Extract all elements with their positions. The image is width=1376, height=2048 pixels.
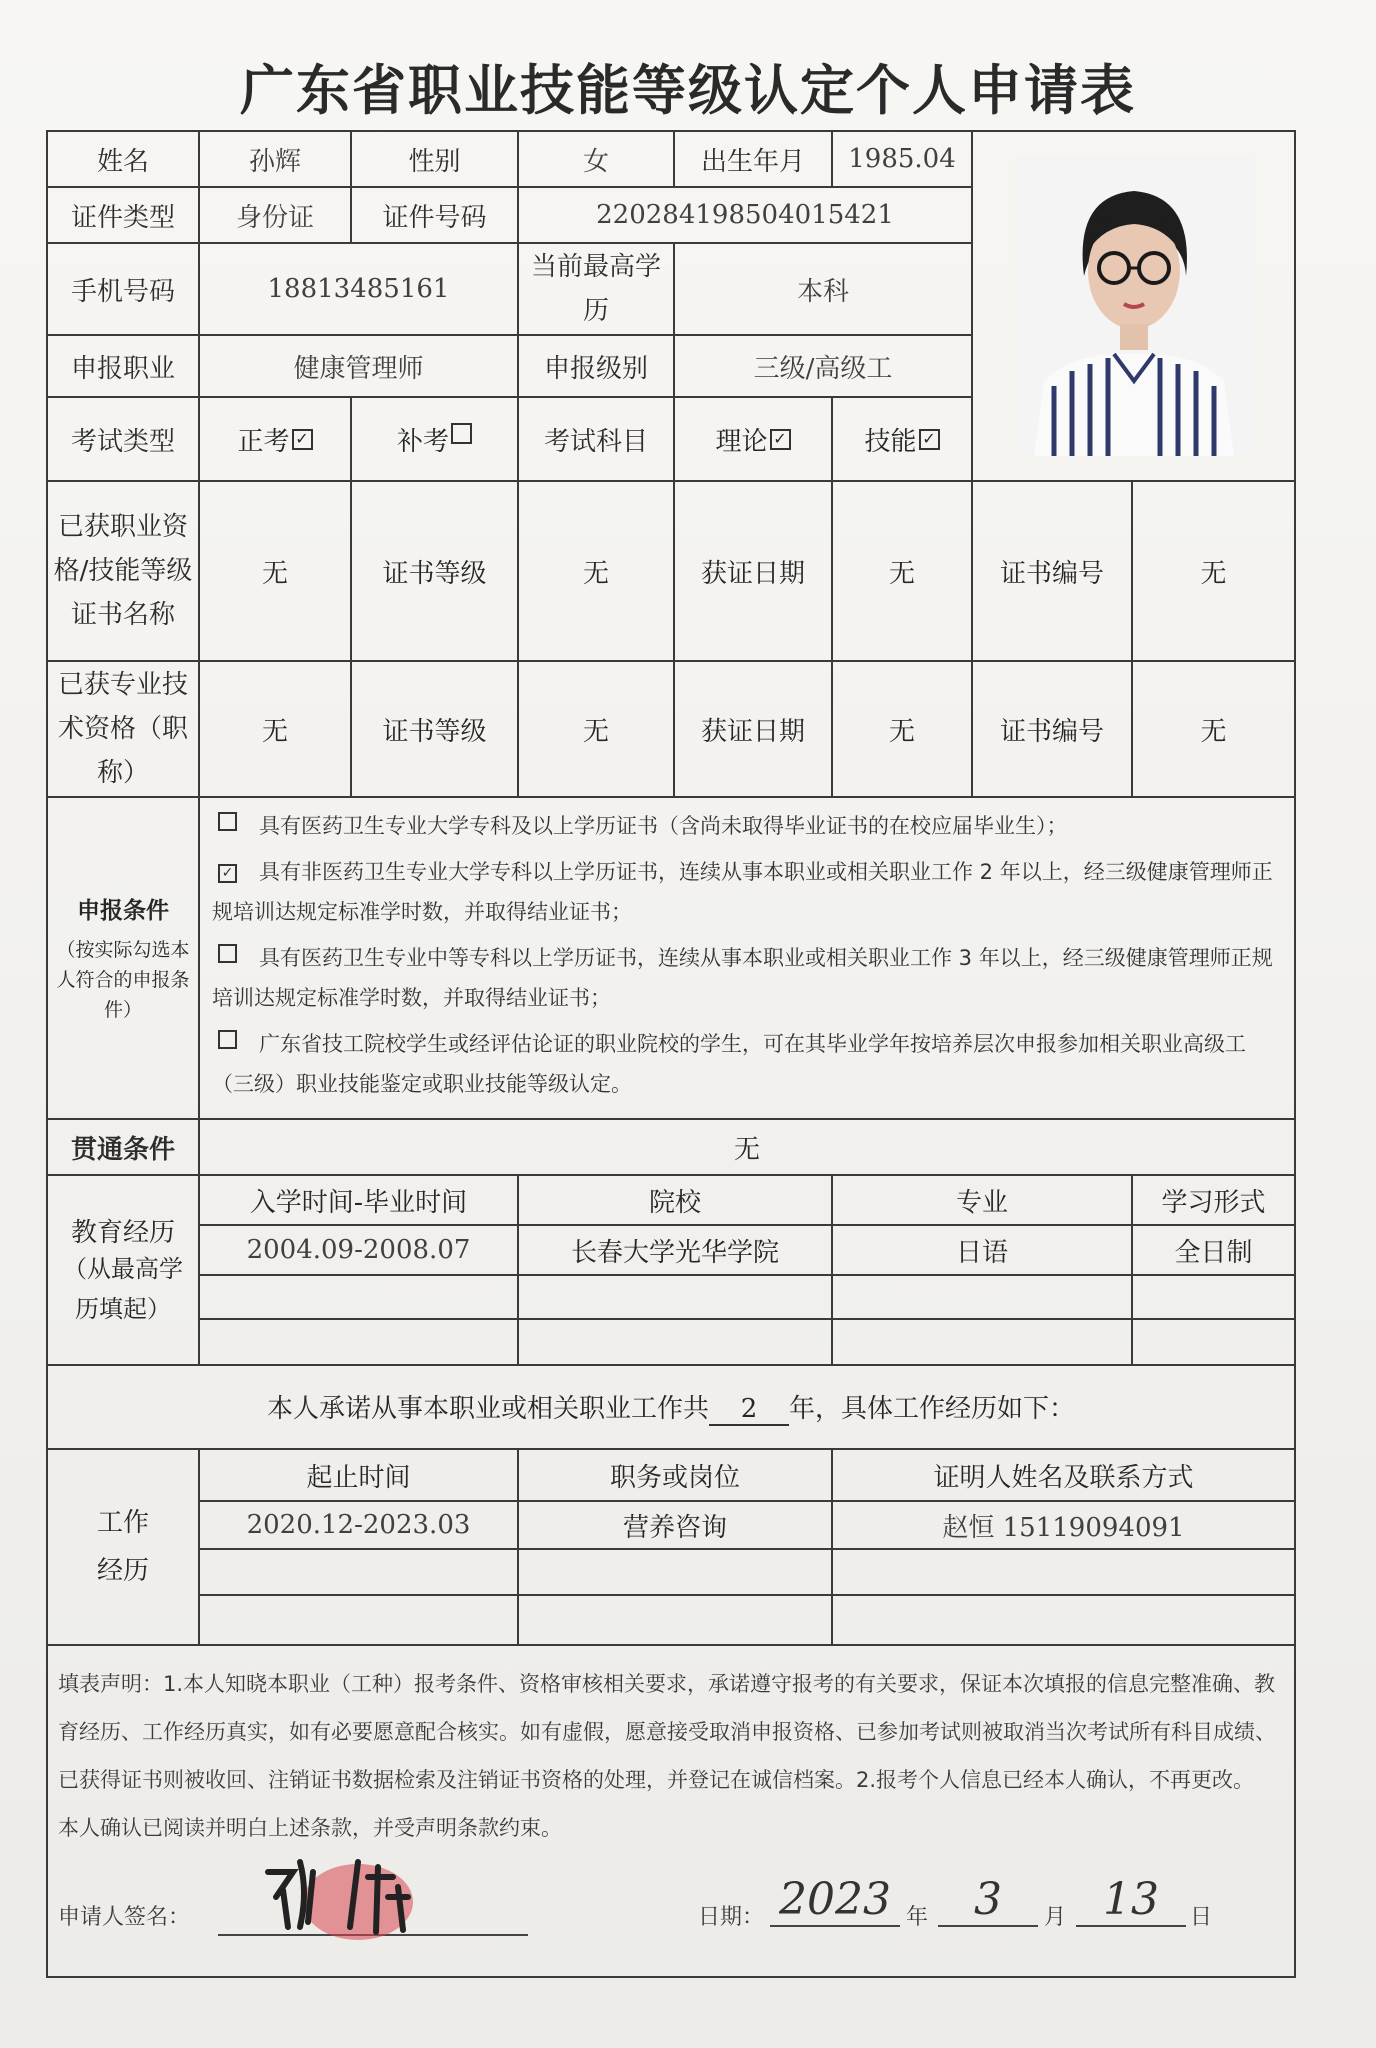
through-label: 贯通条件 xyxy=(47,1119,199,1175)
condition-text: 广东省技工院校学生或经评估论证的职业院校的学生，可在其毕业学年按培养层次申报参加相关职业高级工（三级）职业技能鉴定或职业技能等级认定。 xyxy=(212,1032,1246,1096)
exam-regular-checkbox: ✓ xyxy=(292,429,313,450)
subject-skill-checkbox: ✓ xyxy=(919,429,940,450)
education-label: 教育经历 xyxy=(70,1217,175,1248)
edu-header-time: 入学时间-毕业时间 xyxy=(199,1175,518,1225)
work-promise xyxy=(47,1365,1295,1449)
photo-cell xyxy=(972,131,1295,481)
conditions-list xyxy=(199,797,1295,1119)
cert-row-1-name: 无 xyxy=(199,481,351,661)
cert-row-2-name: 无 xyxy=(199,661,351,797)
condition-item xyxy=(212,852,1282,932)
cert-row-2-label: 已获专业技术资格（职称） xyxy=(47,661,199,797)
phone-value: 18813485161 xyxy=(199,243,518,335)
condition-checkbox xyxy=(218,944,237,963)
date-year: 2023 xyxy=(770,1874,900,1927)
id-no-value: 220284198504015421 xyxy=(518,187,972,243)
work-cell xyxy=(199,1549,518,1595)
condition-text: 具有医药卫生专业中等专科以上学历证书，连续从事本职业或相关职业工作 3 年以上，经三级健康管理师正规培训达规定标准学时数，并取得结业证书； xyxy=(212,946,1273,1010)
condition-item xyxy=(212,806,1282,846)
work-cell xyxy=(199,1595,518,1645)
phone-label: 手机号码 xyxy=(47,243,199,335)
cert-row-2-no-label: 证书编号 xyxy=(972,661,1132,797)
handwritten-signature xyxy=(238,1842,468,1942)
promise-years: 2 xyxy=(709,1394,789,1426)
edu-cell xyxy=(832,1275,1132,1319)
declaration-text: 填表声明：1.本人知晓本职业（工种）报考条件、资格审核相关要求，承诺遵守报考的有关要求，保证本次填报的信息完整准确、教育经历、工作经历真实，如有必要愿意配合核实。如有虚假，愿意接受取消申报资格、已参加考试则被取消当次考试所有科目成绩、已获得证书则被收回、注销证书数据检索及注销证书资格的处理，并登记在诚信档案。2.报考个人信息已经本人确认，不再更改。 xyxy=(58,1672,1276,1792)
edu-cell xyxy=(832,1319,1132,1365)
condition-text: 具有非医药卫生专业大学专科以上学历证书，连续从事本职业或相关职业工作 2 年以上，经三级健康管理师正规培训达规定标准学时数，并取得结业证书； xyxy=(212,860,1273,924)
gender-value: 女 xyxy=(518,131,674,187)
promise-suffix: 年，具体工作经历如下： xyxy=(789,1394,1076,1424)
exam-regular-text: 正考 xyxy=(237,426,290,457)
condition-item xyxy=(212,1024,1282,1104)
education-sublabel: （从最高学历填起） xyxy=(63,1254,183,1323)
cert-row-1-date: 无 xyxy=(832,481,972,661)
declaration-confirm: 本人确认已阅读并明白上述条款，并受声明条款约束。 xyxy=(58,1816,562,1840)
cert-row-2-no: 无 xyxy=(1132,661,1295,797)
signature-row xyxy=(58,1852,1284,1952)
birth-value: 1985.04 xyxy=(832,131,972,187)
application-table xyxy=(46,130,1296,1978)
conditions-note: （按实际勾选本人符合的申报条件） xyxy=(56,938,190,1021)
condition-item xyxy=(212,938,1282,1018)
conditions-label-cell xyxy=(47,797,199,1119)
name-label: 姓名 xyxy=(47,131,199,187)
birth-label: 出生年月 xyxy=(674,131,832,187)
cert-row-1-date-label: 获证日期 xyxy=(674,481,832,661)
cert-row-2-grade: 无 xyxy=(518,661,674,797)
id-type-value: 身份证 xyxy=(199,187,351,243)
edu-header-school: 院校 xyxy=(518,1175,832,1225)
edu-cell xyxy=(518,1319,832,1365)
condition-text: 具有医药卫生专业大学专科及以上学历证书（含尚未取得毕业证书的在校应届毕业生）； xyxy=(259,814,1068,838)
work-cell: 2020.12-2023.03 xyxy=(199,1501,518,1549)
edu-header-major: 专业 xyxy=(832,1175,1132,1225)
condition-checkbox: ✓ xyxy=(218,864,237,883)
work-cell: 赵恒 15119094091 xyxy=(832,1501,1295,1549)
level-label: 申报级别 xyxy=(518,335,674,397)
job-value: 健康管理师 xyxy=(199,335,518,397)
exam-makeup-checkbox xyxy=(451,423,472,444)
education-label-cell xyxy=(47,1175,199,1365)
cert-row-2-date-label: 获证日期 xyxy=(674,661,832,797)
condition-checkbox xyxy=(218,1030,237,1049)
work-header-reference: 证明人姓名及联系方式 xyxy=(832,1449,1295,1501)
edu-cell xyxy=(1132,1319,1295,1365)
form-title: 广东省职业技能等级认定个人申请表 xyxy=(240,59,1136,122)
gender-label: 性别 xyxy=(351,131,518,187)
work-cell xyxy=(832,1549,1295,1595)
work-cell: 营养咨询 xyxy=(518,1501,832,1549)
job-label: 申报职业 xyxy=(47,335,199,397)
subject-skill-text: 技能 xyxy=(864,426,917,457)
edu-cell xyxy=(518,1275,832,1319)
work-cell xyxy=(518,1595,832,1645)
cert-row-1-label: 已获职业资格/技能等级证书名称 xyxy=(47,481,199,661)
edu-cell xyxy=(199,1275,518,1319)
exam-type-label: 考试类型 xyxy=(47,397,199,481)
date-year-unit: 年 xyxy=(906,1905,929,1930)
cert-row-1-grade-label: 证书等级 xyxy=(351,481,518,661)
signature-label: 申请人签名： xyxy=(58,1905,191,1930)
cert-row-1-no-label: 证书编号 xyxy=(972,481,1132,661)
declaration-cell xyxy=(47,1645,1295,1977)
date-day-unit: 日 xyxy=(1190,1905,1213,1930)
exam-makeup-text: 补考 xyxy=(396,426,449,457)
edu-cell: 日语 xyxy=(832,1225,1132,1275)
cert-row-1-grade: 无 xyxy=(518,481,674,661)
work-header-position: 职务或岗位 xyxy=(518,1449,832,1501)
work-header-period: 起止时间 xyxy=(199,1449,518,1501)
edu-cell xyxy=(1132,1275,1295,1319)
promise-prefix: 本人承诺从事本职业或相关职业工作共 xyxy=(266,1394,709,1424)
date-month-unit: 月 xyxy=(1044,1905,1067,1930)
exam-makeup-option xyxy=(351,397,518,481)
work-label: 工作经历 xyxy=(47,1449,199,1645)
conditions-label: 申报条件 xyxy=(77,897,169,924)
edu-cell: 2004.09-2008.07 xyxy=(199,1225,518,1275)
through-value: 无 xyxy=(199,1119,1295,1175)
name-value: 孙辉 xyxy=(199,131,351,187)
edu-cell: 全日制 xyxy=(1132,1225,1295,1275)
date-month: 3 xyxy=(938,1874,1038,1927)
edu-value: 本科 xyxy=(674,243,972,335)
edu-label: 当前最高学历 xyxy=(518,243,674,335)
edu-cell xyxy=(199,1319,518,1365)
cert-row-2-grade-label: 证书等级 xyxy=(351,661,518,797)
cert-row-1-no: 无 xyxy=(1132,481,1295,661)
subject-theory-option xyxy=(674,397,832,481)
id-type-label: 证件类型 xyxy=(47,187,199,243)
subject-skill-option xyxy=(832,397,972,481)
edu-cell: 长春大学光华学院 xyxy=(518,1225,832,1275)
date-day: 13 xyxy=(1076,1874,1186,1927)
work-cell xyxy=(518,1549,832,1595)
cert-row-2-date: 无 xyxy=(832,661,972,797)
id-no-label: 证件号码 xyxy=(351,187,518,243)
exam-regular-option xyxy=(199,397,351,481)
subject-theory-text: 理论 xyxy=(715,426,768,457)
edu-header-mode: 学习形式 xyxy=(1132,1175,1295,1225)
exam-subject-label: 考试科目 xyxy=(518,397,674,481)
applicant-photo xyxy=(1014,156,1254,456)
date-label: 日期： xyxy=(698,1905,765,1930)
work-cell xyxy=(832,1595,1295,1645)
condition-checkbox xyxy=(218,812,237,831)
level-value: 三级/高级工 xyxy=(674,335,972,397)
subject-theory-checkbox: ✓ xyxy=(770,429,791,450)
